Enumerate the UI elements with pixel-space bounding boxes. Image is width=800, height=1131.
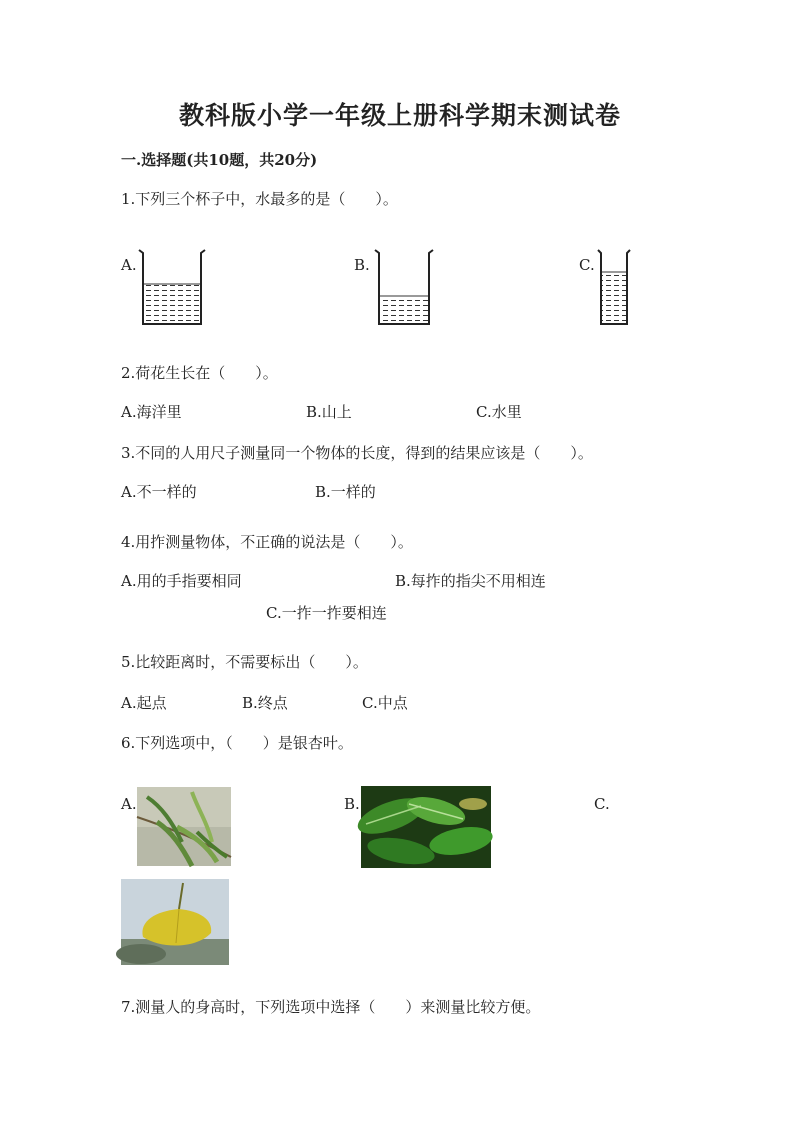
question-4: 4.用拃测量物体，不正确的说法是（ ）。 — [121, 533, 413, 551]
q3-option-b: B.一样的 — [315, 483, 376, 501]
q1-option-a-label: A. — [121, 256, 137, 274]
q4-option-b: B.每拃的指尖不用相连 — [395, 572, 546, 590]
q4-option-c: C.一拃一拃要相连 — [266, 604, 387, 622]
q6-option-a-label: A. — [121, 795, 137, 813]
banana-leaves-photo — [361, 786, 491, 868]
q5-option-c: C.中点 — [362, 694, 408, 712]
q2-option-a: A.海洋里 — [121, 403, 182, 421]
q1-option-c-label: C. — [579, 256, 595, 274]
section-heading: 一.选择题(共10题，共20分) — [121, 151, 318, 169]
q6-option-c-label: C. — [594, 795, 610, 813]
q5-option-a: A.起点 — [121, 694, 167, 712]
q6-option-b-label: B. — [344, 795, 360, 813]
q5-option-b: B.终点 — [242, 694, 288, 712]
q2-option-b: B.山上 — [306, 403, 352, 421]
willow-leaves-photo — [137, 787, 231, 866]
question-1: 1.下列三个杯子中，水最多的是（ ）。 — [121, 190, 398, 208]
question-3: 3.不同的人用尺子测量同一个物体的长度，得到的结果应该是（ ）。 — [121, 444, 593, 462]
ginkgo-leaf-photo — [121, 879, 229, 965]
question-5: 5.比较距离时，不需要标出（ ）。 — [121, 653, 368, 671]
q1-option-b-label: B. — [354, 256, 370, 274]
page-title: 教科版小学一年级上册科学期末测试卷 — [178, 101, 621, 130]
beaker-c-figure — [597, 248, 631, 328]
q2-option-c: C.水里 — [476, 403, 522, 421]
question-6: 6.下列选项中，（ ）是银杏叶。 — [121, 734, 353, 752]
q4-option-a: A.用的手指要相同 — [121, 572, 242, 590]
beaker-a-figure — [137, 248, 207, 328]
question-7: 7.测量人的身高时，下列选项中选择（ ）来测量比较方便。 — [121, 998, 541, 1016]
beaker-b-figure — [374, 248, 434, 328]
q3-option-a: A.不一样的 — [121, 483, 197, 501]
question-2: 2.荷花生长在（ ）。 — [121, 364, 278, 382]
